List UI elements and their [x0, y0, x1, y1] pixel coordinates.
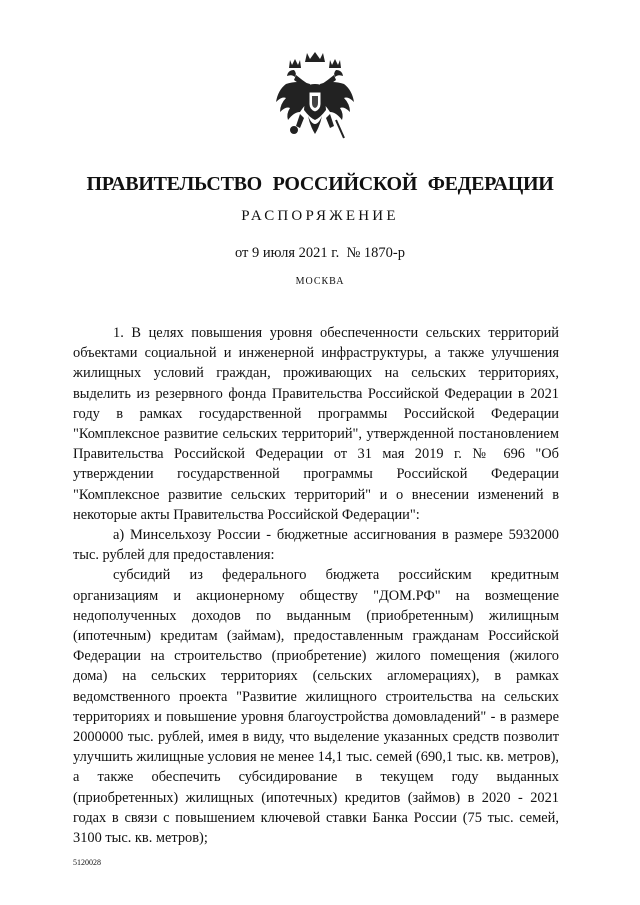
document-city: МОСКВА [295, 276, 345, 287]
paragraph-2: а) Минсельхозу России - бюджетные ассигнования в размере 5932000 тыс. рублей для предоставления: [73, 527, 559, 564]
government-title: ПРАВИТЕЛЬСТВО РОССИЙСКОЙ ФЕДЕРАЦИИ [86, 173, 554, 195]
document-type: РАСПОРЯЖЕНИЕ [241, 208, 399, 224]
double-headed-eagle-icon [270, 50, 360, 146]
document-code: 5120028 [73, 858, 101, 867]
document-body [73, 323, 559, 848]
coat-of-arms-emblem [270, 50, 360, 146]
paragraph-3: субсидий из федерального бюджета российским кредитным организациям и акционерному обществу "ДОМ.РФ" на возмещение недополученных доходов по выданным (приобретенным) жилищным (ипотечным) кредитам (займам), предоставленным гражданам Российской Федерации на строительство (приобретение) жилого помещения (жилого дома) на сельских территориях (сельских агломерациях), в рамках ведомственного проекта "Развитие жилищного строительства на сельских территориях и повышение уровня благоустройства домовладений" - в размере 2000000 тыс. рублей, имея в виду, что выделение указанных средств позволит улучшить жилищные условия не менее 14,1 тыс. семей (690,1 тыс. кв. метров), а также обеспечить субсидирование в текущем году выданных (приобретенных) жилищных (ипотечных) кредитов (займов) в 2020 - 2021 годах в связи с повышением ключевой ставки Банка России (75 тыс. семей, 3100 тыс. кв. метров); [73, 567, 559, 847]
paragraph-1: 1. В целях повышения уровня обеспеченности сельских территорий объектами социальной и инженерной инфраструктуры, а также улучшения жилищных условий граждан, проживающих на сельских территориях, выделить из резервного фонда Правительства Российской Федерации в 2021 году в рамках государственной программы Российской Федерации "Комплексное развитие сельских территорий", утвержденной постановлением Правительства Российской Федерации от 31 мая 2019 г. № 696 "Об утверждении государственной программы Российской Федерации "Комплексное развитие сельских территорий" и о внесении изменений в некоторые акты Правительства Российской Федерации": [73, 325, 559, 523]
document-date-number: от 9 июля 2021 г. № 1870-р [234, 245, 405, 261]
